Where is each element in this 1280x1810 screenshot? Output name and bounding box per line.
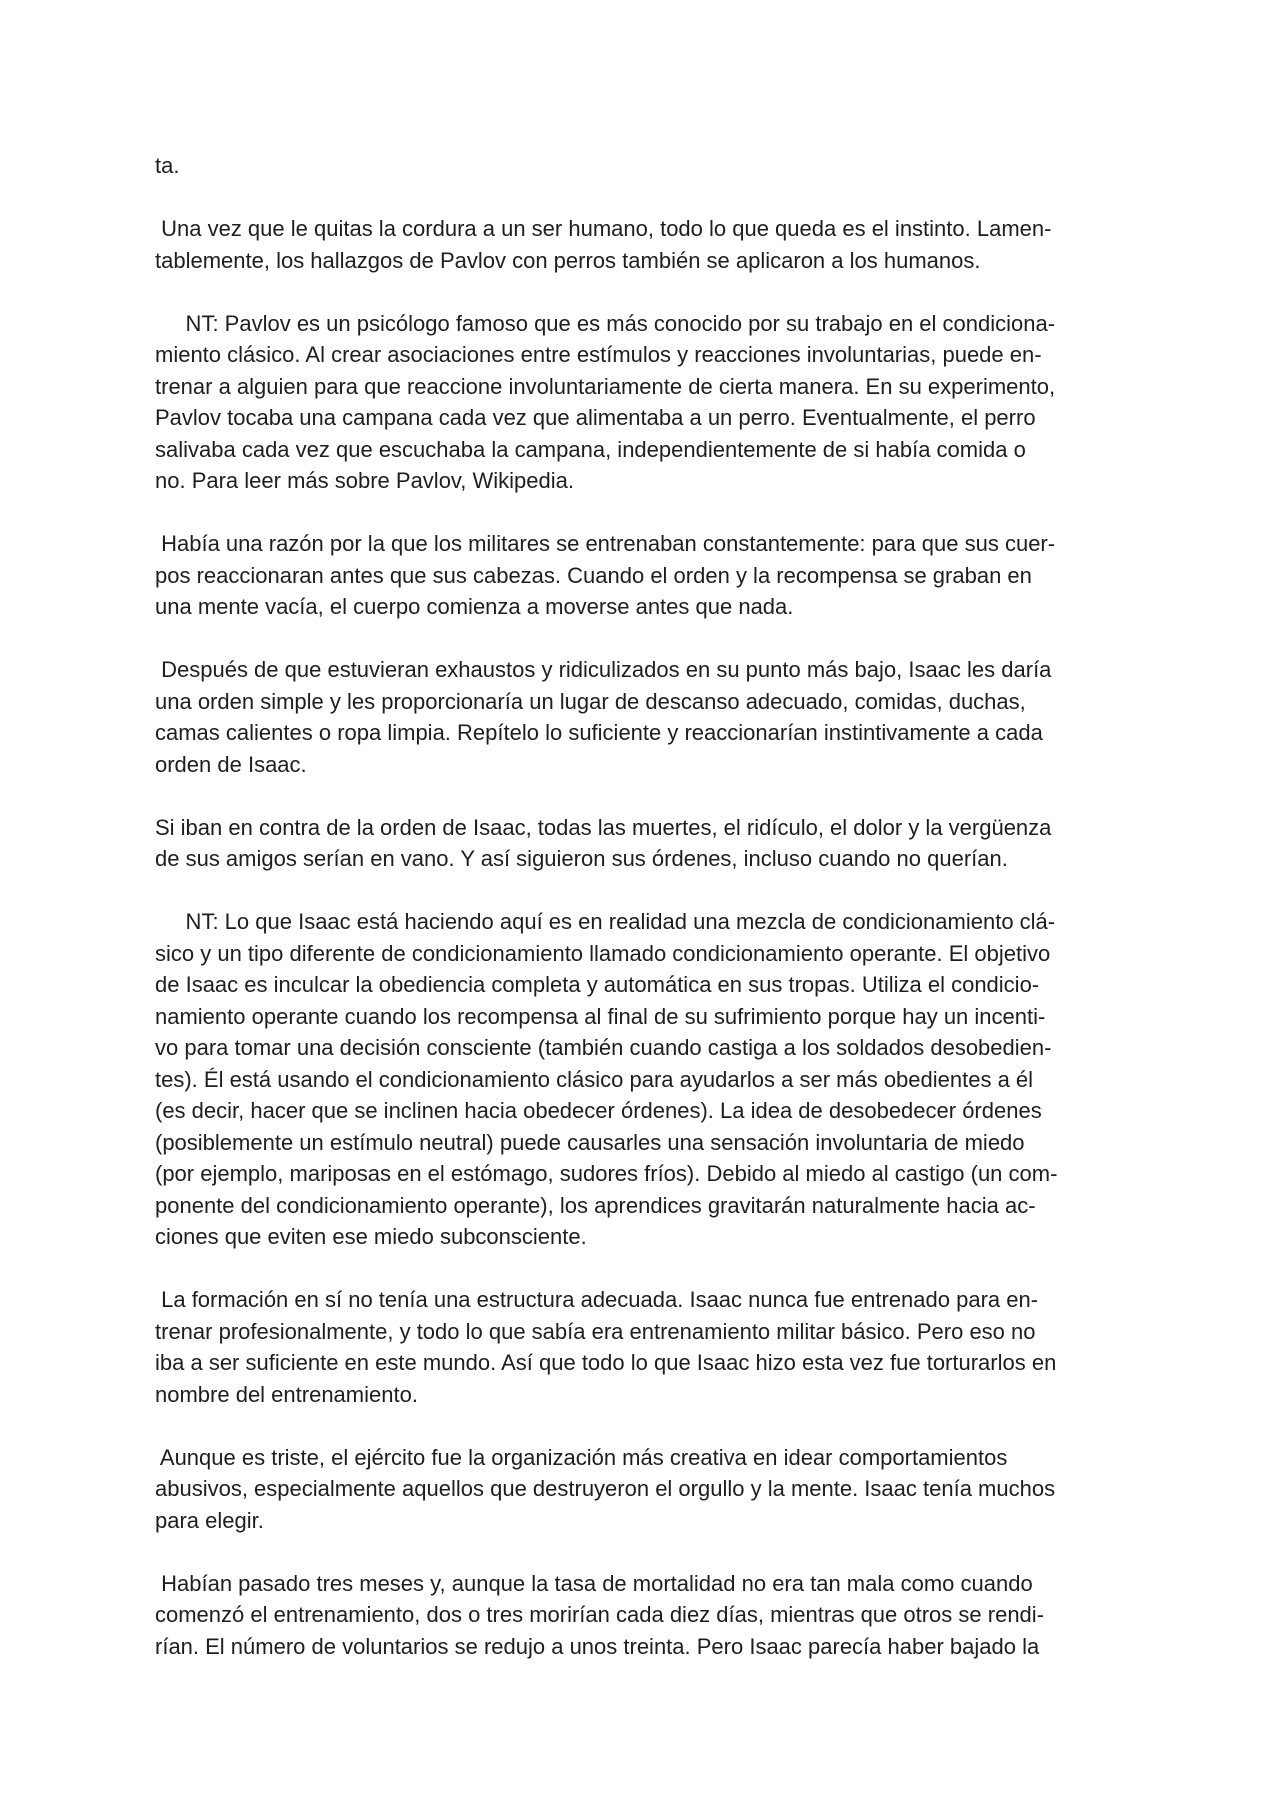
text-line: Una vez que le quitas la cordura a un ser humano, todo lo que queda es el instinto. Lamen- <box>155 216 1052 241</box>
paragraph-gap <box>155 623 1123 655</box>
text-line: iba a ser suficiente en este mundo. Así que todo lo que Isaac hizo esta vez fue torturarlos en <box>155 1350 1057 1375</box>
text-line: La formación en sí no tenía una estructura adecuada. Isaac nunca fue entrenado para en- <box>155 1287 1039 1312</box>
text-line: ponente del condicionamiento operante), los aprendices gravitarán naturalmente hacia ac- <box>155 1192 1036 1218</box>
text-line: nombre del entrenamiento. <box>155 1381 418 1407</box>
text-line: una orden simple y les proporcionaría un lugar de descanso adecuado, comidas, duchas, <box>155 688 1026 714</box>
text-line: no. Para leer más sobre Pavlov, Wikipedia. <box>155 468 574 493</box>
paragraph-gap <box>155 276 1123 308</box>
text-line: (posiblemente un estímulo neutral) puede causarles una sensación involuntaria de miedo <box>155 1129 1025 1155</box>
text-line: abusivos, especialmente aquellos que destruyeron el orgullo y la mente. Isaac tenía muchos <box>155 1476 1056 1501</box>
paragraph-gap <box>155 1536 1123 1568</box>
text-line: comenzó el entrenamiento, dos o tres morirían cada diez días, mientras que otros se rendi- <box>155 1602 1045 1627</box>
text-line: Había una razón por la que los militares se entrenaban constantemente: para que sus cuer- <box>155 531 1056 556</box>
paragraph-gap <box>155 875 1123 907</box>
text-line: camas calientes o ropa limpia. Repítelo lo suficiente y reaccionarían instintivamente a cada <box>155 720 1043 745</box>
text-line: tes). Él está usando el condicionamiento clásico para ayudarlos a ser más obedientes a él <box>155 1066 1034 1092</box>
text-line: Habían pasado tres meses y, aunque la tasa de mortalidad no era tan mala como cuando <box>155 1570 1033 1596</box>
text-line: Aunque es triste, el ejército fue la organización más creativa en idear comportamientos <box>155 1444 1008 1470</box>
text-line: pos reaccionaran antes que sus cabezas. Cuando el orden y la recompensa se graban en <box>155 562 1032 588</box>
text-line: sico y un tipo diferente de condicionamiento llamado condicionamiento operante. El objetivo <box>155 940 1051 966</box>
text-line: salivaba cada vez que escuchaba la campana, independientemente de si había comida o <box>155 436 1026 462</box>
text-line: de Isaac es inculcar la obediencia completa y automática en sus tropas. Utiliza el condicio- <box>155 972 1040 997</box>
text-line: orden de Isaac. <box>155 751 307 777</box>
paragraph-gap <box>155 1253 1123 1285</box>
text-line: ta. <box>155 153 180 178</box>
text-line: NT: Pavlov es un psicólogo famoso que es más conocido por su trabajo en el condiciona- <box>155 310 1056 336</box>
text-line: (es decir, hacer que se inclinen hacia obedecer órdenes). La idea de desobedecer órdenes <box>155 1098 1042 1123</box>
text-line: de sus amigos serían en vano. Y así siguieron sus órdenes, incluso cuando no querían. <box>155 846 1008 871</box>
text-line: Después de que estuvieran exhaustos y ridiculizados en su punto más bajo, Isaac les daría <box>155 657 1052 682</box>
text-line: trenar a alguien para que reaccione involuntariamente de cierta manera. En su experimento, <box>155 373 1056 399</box>
body-text <box>155 150 1123 1662</box>
text-line: vo para tomar una decisión consciente (también cuando castiga a los soldados desobedien- <box>155 1035 1052 1060</box>
paragraph-gap <box>155 497 1123 529</box>
text-line: una mente vacía, el cuerpo comienza a moverse antes que nada. <box>155 594 794 619</box>
text-line: tablemente, los hallazgos de Pavlov con perros también se aplicaron a los humanos. <box>155 247 981 273</box>
paragraph-gap <box>155 1410 1123 1442</box>
text-line: rían. El número de voluntarios se redujo a unos treinta. Pero Isaac parecía haber bajado la <box>155 1633 1040 1659</box>
paragraph-gap <box>155 780 1123 812</box>
text-line: ciones que eviten ese miedo subconsciente. <box>155 1224 587 1249</box>
text-line: (por ejemplo, mariposas en el estómago, sudores fríos). Debido al miedo al castigo (un com- <box>155 1161 1058 1186</box>
text-line: Si iban en contra de la orden de Isaac, todas las muertes, el ridículo, el dolor y la vergüenza <box>155 814 1052 840</box>
text-line: para elegir. <box>155 1507 264 1533</box>
text-line: namiento operante cuando los recompensa al final de su sufrimiento porque hay un incenti- <box>155 1003 1046 1029</box>
text-line: Pavlov tocaba una campana cada vez que alimentaba a un perro. Eventualmente, el perro <box>155 405 1036 430</box>
text-line: NT: Lo que Isaac está haciendo aquí es en realidad una mezcla de condicionamiento clá- <box>155 909 1056 934</box>
text-line: trenar profesionalmente, y todo lo que sabía era entrenamiento militar básico. Pero eso no <box>155 1318 1036 1344</box>
paragraph-gap <box>155 182 1123 214</box>
text-line: miento clásico. Al crear asociaciones entre estímulos y reacciones involuntarias, puede en- <box>155 342 1042 367</box>
